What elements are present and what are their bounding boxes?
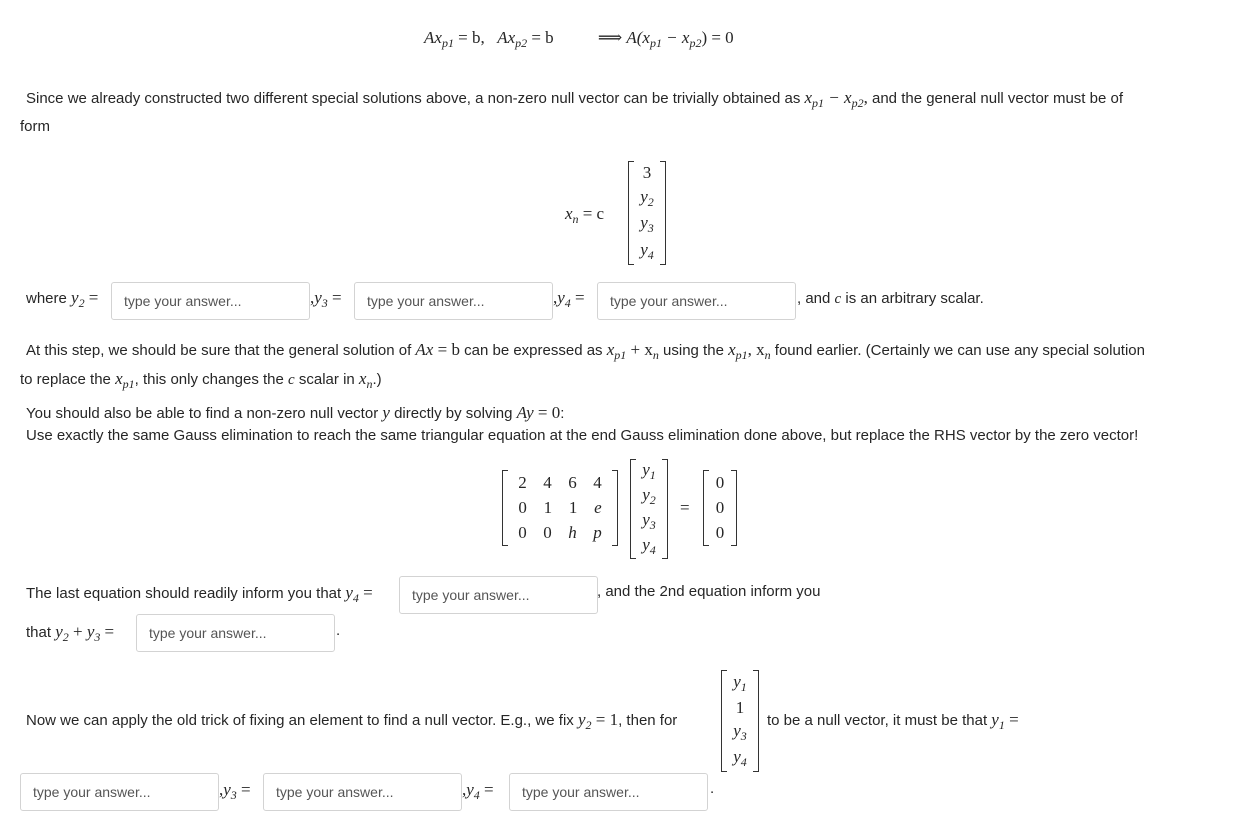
y-vector bbox=[630, 459, 668, 559]
null-vector-entry: 3 bbox=[642, 162, 652, 182]
final-y3-input[interactable] bbox=[263, 773, 462, 811]
top-equation: $Ax_{p1} = b$, $Ax_{p2} = b$ ⟹ $A(x_{p1} - x_{p2}) = 0$ bbox=[424, 28, 734, 50]
matrix-row: 0 0 h p bbox=[518, 523, 602, 543]
trick-vector-entry: $y_3$ bbox=[733, 721, 747, 744]
last-eq-y4-input[interactable] bbox=[399, 576, 598, 614]
null-vector-lhs: $x_n = c$ bbox=[565, 204, 605, 226]
null-vector-entry: $y_4$ bbox=[640, 240, 654, 263]
y-vector-entry: $y_4$ bbox=[642, 535, 656, 557]
where-line-tail: , and c is an arbitrary scalar. bbox=[797, 290, 984, 307]
matrix-row: 0 1 1 e bbox=[518, 497, 602, 517]
final-y4-label: $,y_4$ = bbox=[462, 780, 494, 802]
matrix-row: 2 4 6 4 bbox=[518, 472, 602, 492]
where-line-label: where $y_2$ = bbox=[26, 288, 99, 310]
y4-answer-input[interactable] bbox=[597, 282, 796, 320]
para-null-form: Since we already constructed two different special solutions above, a non-zero null vector can be trivially obtained as $x_{p1} - x_{p2}$, and the general null vector must be of form bbox=[20, 88, 1123, 135]
last-eq-label: The last equation should readily inform you that $y_4$ = bbox=[26, 583, 373, 605]
zero-vector: 0 0 0 bbox=[703, 470, 737, 546]
that-line-label: that $y_2 + y_3$ = bbox=[26, 622, 115, 644]
null-vector-entry: $y_2$ bbox=[640, 186, 654, 209]
trick-vector bbox=[721, 670, 759, 772]
y2-answer-input[interactable] bbox=[111, 282, 310, 320]
final-y4-input[interactable] bbox=[509, 773, 708, 811]
y-vector-entry: $y_2$ bbox=[642, 485, 656, 507]
trick-vector-entry: $y_4$ bbox=[733, 747, 747, 770]
final-dot: . bbox=[710, 780, 715, 797]
trick-line-text: Now we can apply the old trick of fixing an element to find a null vector. E.g., we fix $y_2 = 1$, then for bbox=[26, 710, 678, 732]
trick-vector-entry: 1 bbox=[735, 697, 745, 717]
trick-vector-entry: $y_1$ bbox=[733, 671, 747, 694]
null-vector-entry: $y_3$ bbox=[640, 213, 654, 236]
para-general-solution: At this step, we should be sure that the general solution of Ax = b can be expressed as $x_{p1} + x_n$ using the $x_{p1}$, $x_n$ found earlier. (Certainly we can use any special solution to replace the $x_{p1}$, this only changes the c scalar in $x_n$.) bbox=[20, 340, 1145, 391]
final-y3-label: $,y_3$ = bbox=[219, 780, 251, 802]
para-direct-null: You should also be able to find a non-zero null vector y directly by solving Ay = 0: Use exactly the same Gauss elimination to reach the same triangular equation at the end Gauss elimination done above, but replace the RHS vector by the zero vector! bbox=[26, 403, 1139, 444]
y-vector-entry: $y_3$ bbox=[642, 510, 656, 532]
y1-answer-input[interactable] bbox=[20, 773, 219, 811]
y4-label: $,y_4$ = bbox=[553, 288, 585, 310]
coefficient-matrix bbox=[502, 470, 618, 546]
y3-label: $,y_3$ = bbox=[310, 288, 342, 310]
null-vector bbox=[628, 161, 666, 265]
last-eq-tail: , and the 2nd equation inform you bbox=[597, 583, 821, 600]
y2-plus-y3-input[interactable] bbox=[136, 614, 335, 652]
y3-answer-input[interactable] bbox=[354, 282, 553, 320]
that-line-dot: . bbox=[336, 622, 341, 639]
y-vector-entry: $y_1$ bbox=[642, 460, 656, 482]
trick-line-tail: to be a null vector, it must be that $y_1$ = bbox=[767, 710, 1019, 732]
system-equals: = bbox=[680, 498, 690, 517]
